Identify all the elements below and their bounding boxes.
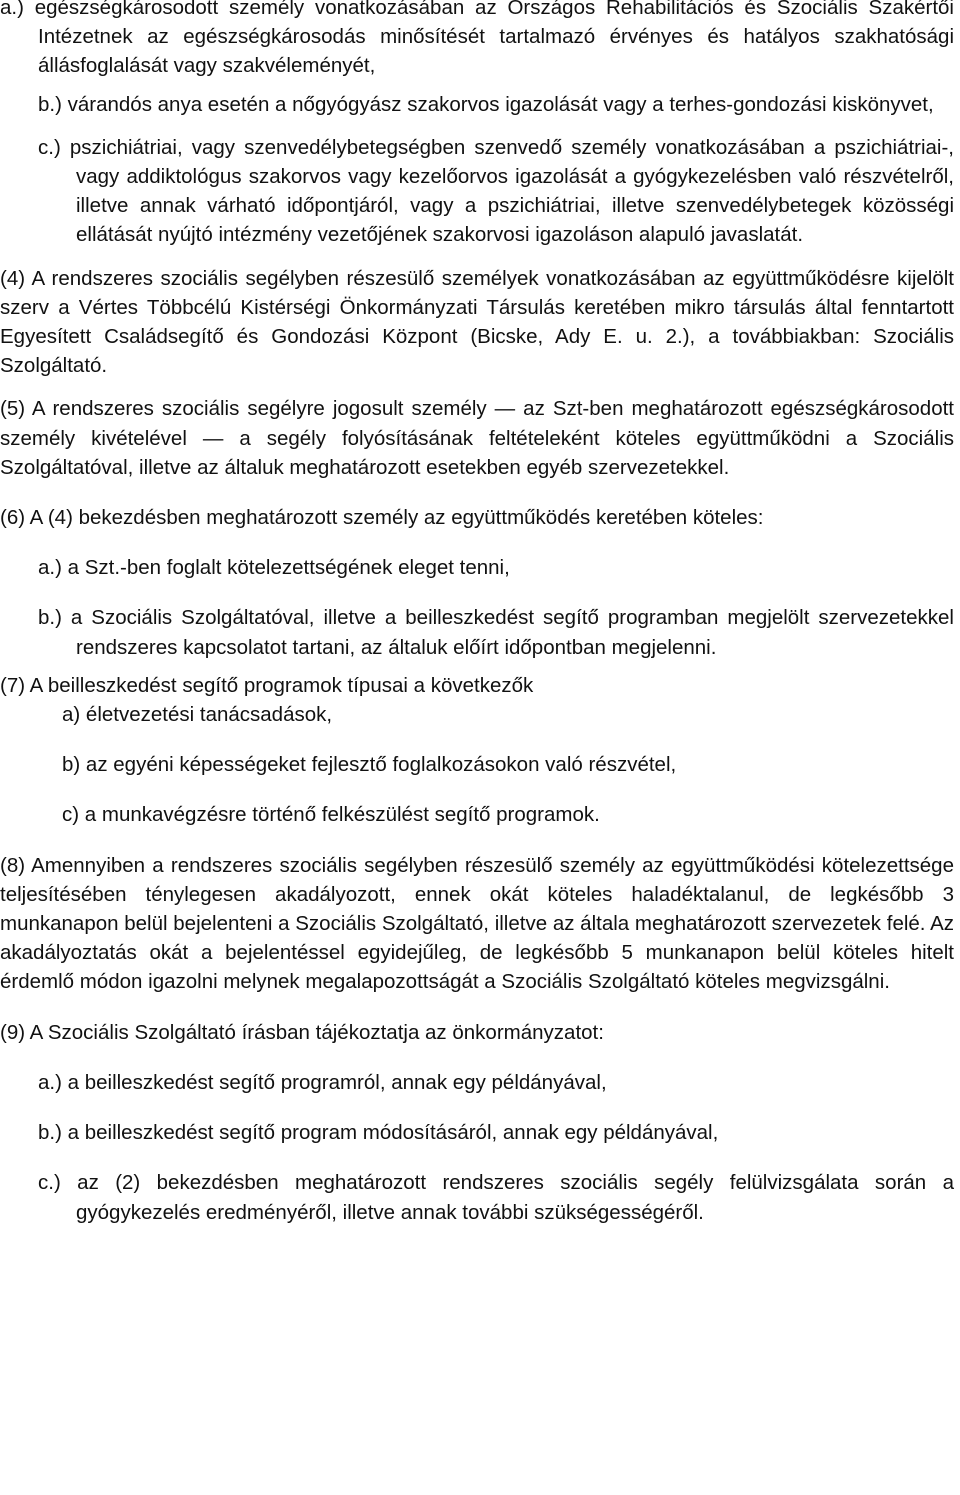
paragraph-9-item-b: b.) a beilleszkedést segítő program módosításáról, annak egy példányával, [38, 1121, 719, 1145]
paragraph-9-item-a: a.) a beilleszkedést segítő programról, annak egy példányával, [38, 1070, 607, 1094]
paragraph-7-item-b: b) az egyéni képességeket fejlesztő foglalkozásokon való részvétel, [62, 753, 677, 777]
paragraph-4: (4) A rendszeres szociális segélyben részesülő személyek vonatkozásában az együttműködésre kijelölt szerv a Vértes Többcélú Kistérségi Önkormányzati Társulás keretében mikro társulás által fenntartott Egyesített Családsegítő és Gondozási Központ (Bicske, Ady E. u. 2.), a továbbiakban: Szociális Szolgáltató. [0, 266, 954, 378]
item-c-psychiatric: c.) pszichiátriai, vagy szenvedélybetegségben szenvedő személy vonatkozásában a pszichiátriai-, vagy addiktológus szakorvos vagy kezelőorvos igazolását a gyógykezelésben való részvételről, illetve annak várható időpontjáról, vagy a pszichiátriai, illetve szenvedélybetegek közösségi ellátását nyújtó intézmény vezetőjének szakorvosi igazoláson alapuló javaslatát. [38, 135, 954, 247]
paragraph-5: (5) A rendszeres szociális segélyre jogosult személy — az Szt-ben meghatározott egészségkárosodott személy kivételével — a segély folyósításának feltételeként köteles együttműködni a Szociális Szolgáltatóval, illetve az általuk meghatározott esetekben egyéb szervezetekkel. [0, 397, 954, 479]
paragraph-6-item-a: a.) a Szt.-ben foglalt kötelezettségének eleget tenni, [38, 556, 510, 580]
paragraph-9-intro: (9) A Szociális Szolgáltató írásban tájékoztatja az önkormányzatot: [0, 1020, 604, 1044]
item-a-health-damage: a.) egészségkárosodott személy vonatkozásában az Országos Rehabilitációs és Szociális Szakértői Intézetnek az egészségkárosodás minősítését tartalmazó érvényes és hatályos szakhatósági állásfoglalását vagy szakvéleményét, [0, 0, 954, 78]
paragraph-7-item-a: a) életvezetési tanácsadások, [62, 703, 333, 727]
paragraph-7-intro: (7) A beilleszkedést segítő programok típusai a következők [0, 673, 534, 697]
paragraph-7-item-c: c) a munkavégzésre történő felkészülést segítő programok. [62, 803, 600, 827]
paragraph-6-item-b: b.) a Szociális Szolgáltatóval, illetve a beilleszkedést segítő programban megjelölt szervezetekkel rendszeres kapcsolatot tartani, az általuk előírt időpontban megjelenni. [38, 606, 954, 659]
paragraph-8: (8) Amennyiben a rendszeres szociális segélyben részesülő személy az együttműködési kötelezettsége teljesítésében ténylegesen akadályozott, ennek okát köteles haladéktalanul, de legkésőbb 3 munkanapon belül bejelenteni a Szociális Szolgáltató, illetve az általa meghatározott szervezetek felé. Az akadályoztatás okát a bejelentéssel egyidejűleg, de legkésőbb 5 munkanapon belül köteles hitelt érdemlő módon igazolni melynek megalapozottságát a Szociális Szolgáltató köteles megvizsgálni. [0, 853, 954, 994]
paragraph-9-item-c: c.) az (2) bekezdésben meghatározott rendszeres szociális segély felülvizsgálata során a gyógykezelés eredményéről, illetve annak további szükségességéről. [38, 1171, 954, 1224]
item-b-pregnant-mother: b.) várandós anya esetén a nőgyógyász szakorvos igazolását vagy a terhes-gondozási kiskönyvet, [38, 92, 934, 116]
paragraph-6-intro: (6) A (4) bekezdésben meghatározott személy az együttműködés keretében köteles: [0, 506, 764, 530]
